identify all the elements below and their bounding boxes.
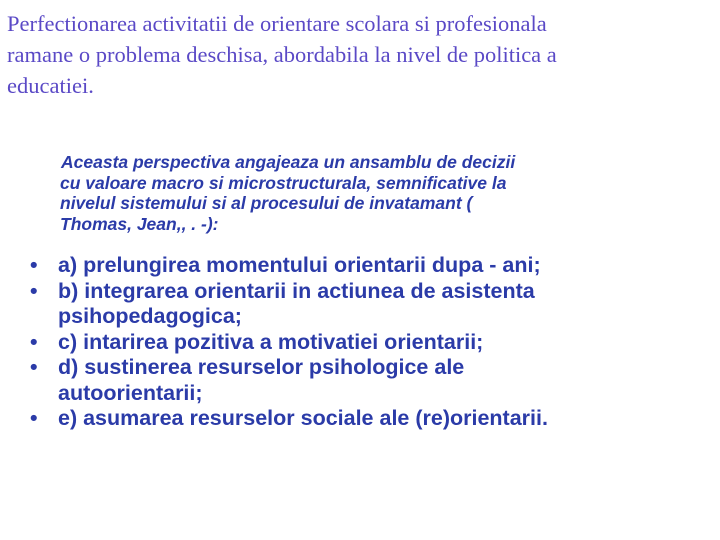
intro-line: nivelul sistemului si al procesului de invatamant ( <box>60 193 473 213</box>
bullet-text: autoorientarii; <box>58 380 203 405</box>
intro-paragraph <box>60 152 700 234</box>
bullet-text: d) sustinerea resurselor psihologice ale <box>58 355 465 379</box>
bullet-marker: • <box>30 406 38 430</box>
bullet-text: psihopedagogica; <box>58 304 242 328</box>
heading-line: ramane o problema deschisa, abordabila la nivel de politica a <box>7 42 557 67</box>
bullet-text: b) integrarea orientarii in actiunea de asistenta <box>58 278 535 303</box>
slide-heading <box>7 8 707 101</box>
bullet-text: c) intarirea pozitiva a motivatiei orientarii; <box>58 329 484 354</box>
bullet-item <box>30 355 715 406</box>
heading-line: educatiei. <box>7 73 94 98</box>
bullet-item <box>30 330 715 356</box>
bullet-marker: • <box>30 253 38 277</box>
intro-line: Aceasta perspectiva angajeaza un ansamblu de decizii <box>61 152 516 172</box>
bullet-marker: • <box>30 329 38 354</box>
bullet-marker: • <box>30 355 38 379</box>
heading-line: Perfectionarea activitatii de orientare scolara si profesionala <box>7 11 547 36</box>
bullet-item <box>30 279 715 330</box>
bullet-item <box>30 406 715 432</box>
bullet-list <box>30 253 715 432</box>
intro-line: Thomas, Jean,, . -): <box>60 213 219 234</box>
bullet-item <box>30 253 715 279</box>
bullet-text: a) prelungirea momentului orientarii dupa - ani; <box>58 253 541 277</box>
bullet-marker: • <box>30 278 38 303</box>
bullet-text: e) asumarea resurselor sociale ale (re)orientarii. <box>58 406 548 430</box>
intro-line: cu valoare macro si microstructurala, semnificative la <box>60 172 507 193</box>
